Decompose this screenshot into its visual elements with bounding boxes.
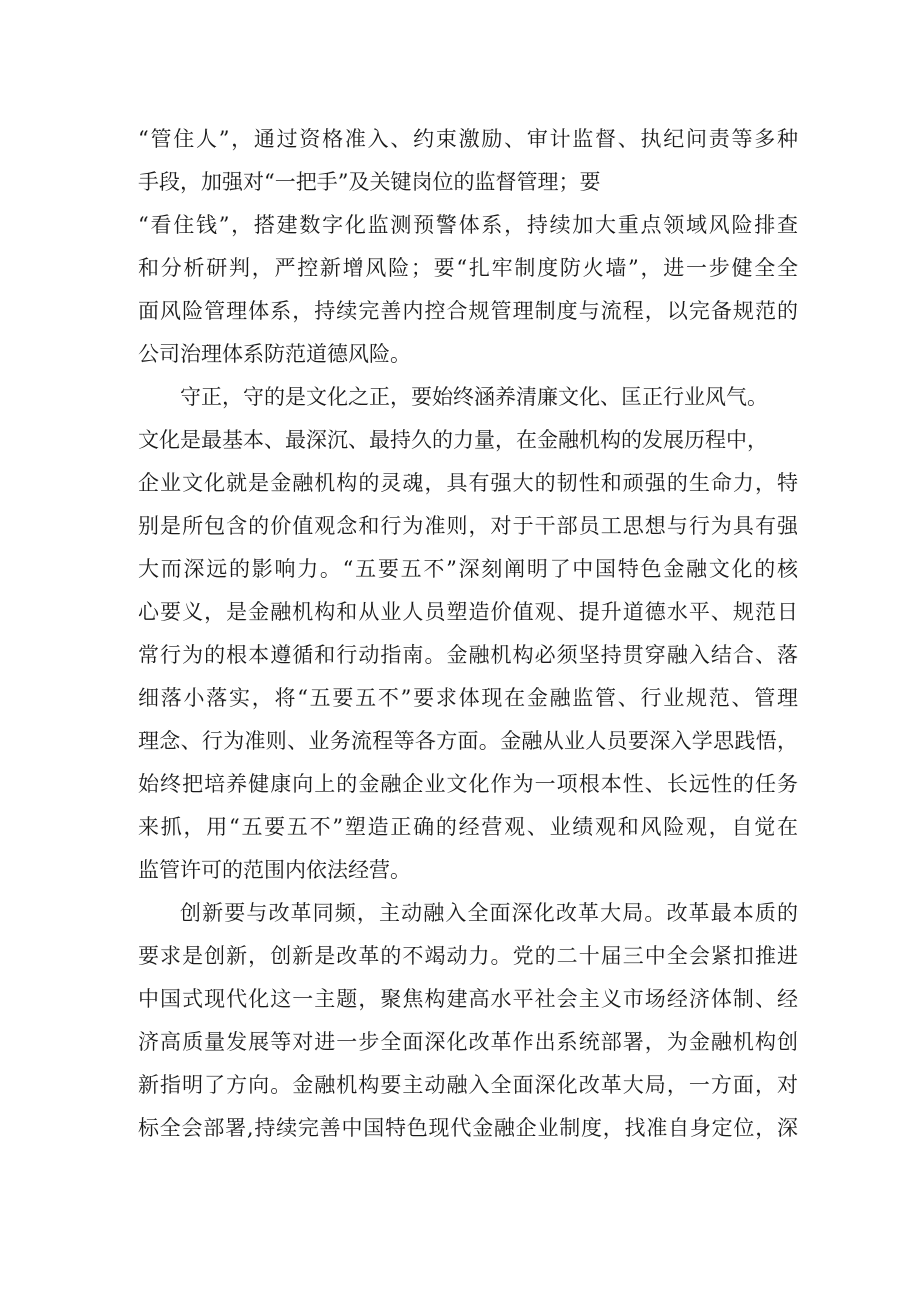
text-line: 监管许可的范围内依法经营。 [138, 858, 411, 882]
text-line: “管住人”，通过资格准入、约束激励、审计监督、执纪问责等多种 [138, 127, 798, 151]
text-line: 来抓，用“五要五不”塑造正确的经营观、业绩观和风险观，自觉在 [138, 815, 798, 839]
text-line: 细落小落实，将“五要五不”要求体现在金融监管、行业规范、管理 [138, 686, 798, 710]
text-line: 创新要与改革同频，主动融入全面深化改革大局。改革最本质的 [180, 901, 798, 925]
text-line: 常行为的根本遵循和行动指南。金融机构必须坚持贯穿融入结合、落 [138, 643, 798, 667]
text-line: 济高质量发展等对进一步全面深化改革作出系统部署，为金融机构创 [138, 1030, 798, 1054]
text-line: 始终把培养健康向上的金融企业文化作为一项根本性、长远性的任务 [138, 772, 798, 796]
text-line: 面风险管理体系，持续完善内控合规管理制度与流程，以完备规范的 [138, 299, 798, 323]
paragraph-3 [138, 892, 798, 1150]
text-line: 守正，守的是文化之正，要始终涵养清廉文化、匡正行业风气。 [180, 385, 768, 409]
text-line: 新指明了方向。金融机构要主动融入全面深化改革大局，一方面，对 [138, 1073, 798, 1097]
paragraph-1 [138, 118, 798, 376]
text-line: 公司治理体系防范道德风险。 [138, 342, 411, 366]
paragraph-2 [138, 376, 798, 892]
body-text [138, 118, 798, 1150]
text-line: 心要义，是金融机构和从业人员塑造价值观、提升道德水平、规范日 [138, 600, 798, 624]
text-line: 企业文化就是金融机构的灵魂，具有强大的韧性和顽强的生命力，特 [138, 471, 798, 495]
text-line: 理念、行为准则、业务流程等各方面。金融从业人员要深入学思践悟， [138, 729, 798, 753]
text-line: 文化是最基本、最深沉、最持久的力量，在金融机构的发展历程中， [138, 428, 768, 452]
text-line: 和分析研判，严控新增风险；要“扎牢制度防火墙”，进一步健全全 [138, 256, 798, 280]
text-line: 标全会部署,持续完善中国特色现代金融企业制度，找准自身定位，深 [138, 1116, 798, 1140]
text-line: 中国式现代化这一主题，聚焦构建高水平社会主义市场经济体制、经 [138, 987, 798, 1011]
text-line: 要求是创新，创新是改革的不竭动力。党的二十届三中全会紧扣推进 [138, 944, 798, 968]
text-line: “看住钱”，搭建数字化监测预警体系，持续加大重点领域风险排查 [138, 213, 798, 237]
text-line: 别是所包含的价值观念和行为准则，对于干部员工思想与行为具有强 [138, 514, 798, 538]
text-line: 手段，加强对“一把手”及关键岗位的监督管理；要 [138, 170, 601, 194]
text-line: 大而深远的影响力。“五要五不”深刻阐明了中国特色金融文化的核 [138, 557, 798, 581]
